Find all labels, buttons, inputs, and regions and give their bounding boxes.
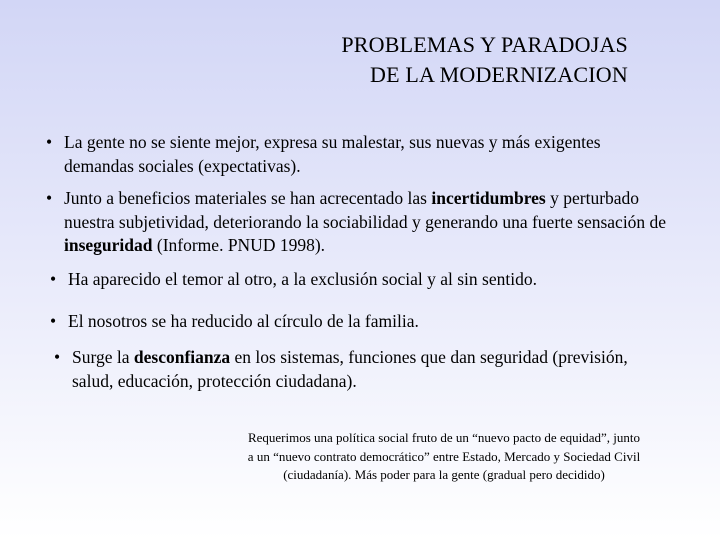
bullet-text-part-3: (Informe. PNUD 1998).: [152, 235, 326, 255]
bullet-dot-icon: •: [50, 269, 57, 289]
bullet-text-part-1: Junto a beneficios materiales se han acrecentado las: [64, 188, 432, 208]
slide-title: [341, 30, 628, 90]
bullet-dot-icon: •: [50, 311, 57, 331]
bullet-item-3: [50, 268, 668, 292]
bullet-item-4: [50, 310, 668, 334]
bullet-text: La gente no se siente mejor, expresa su malestar, sus nuevas y más exigentes demandas sociales (expectativas).: [64, 132, 601, 176]
bullet-dot-icon: •: [46, 132, 53, 152]
bullet-bold-term-incertidumbres: incertidumbres: [431, 188, 546, 208]
bullet-text: El nosotros se ha reducido al círculo de la familia.: [68, 311, 419, 331]
bullet-text-part-1: Surge la: [72, 347, 134, 367]
bullet-dot-icon: •: [54, 347, 61, 367]
closing-note: Requerimos una política social fruto de un “nuevo pacto de equidad”, junto a un “nuevo contrato democrático” entre Estado, Mercado y Sociedad Civil (ciudadanía). Más poder para la gente (gradual pero decidido): [247, 430, 641, 482]
bullet-bold-term-inseguridad: inseguridad: [64, 235, 153, 255]
title-line-2: DE LA MODERNIZACION: [369, 62, 628, 87]
bullet-dot-icon: •: [46, 188, 53, 208]
bullet-text-part-2: en los sistemas, funciones que dan seguridad (previsión, salud, educación, protección ciudadana).: [72, 347, 628, 391]
bullet-item-2: [46, 187, 684, 258]
bullet-bold-term-desconfianza: desconfianza: [133, 347, 231, 367]
bullet-item-5: [54, 346, 672, 393]
bullet-text: Ha aparecido el temor al otro, a la exclusión social y al sin sentido.: [68, 269, 537, 289]
bullet-item-1: [46, 131, 664, 178]
bullet-text-part-2: y perturbado nuestra subjetividad, deteriorando la sociabilidad y generando una fuerte sensación de: [64, 188, 667, 232]
title-line-1: PROBLEMAS Y PARADOJAS: [341, 32, 628, 57]
